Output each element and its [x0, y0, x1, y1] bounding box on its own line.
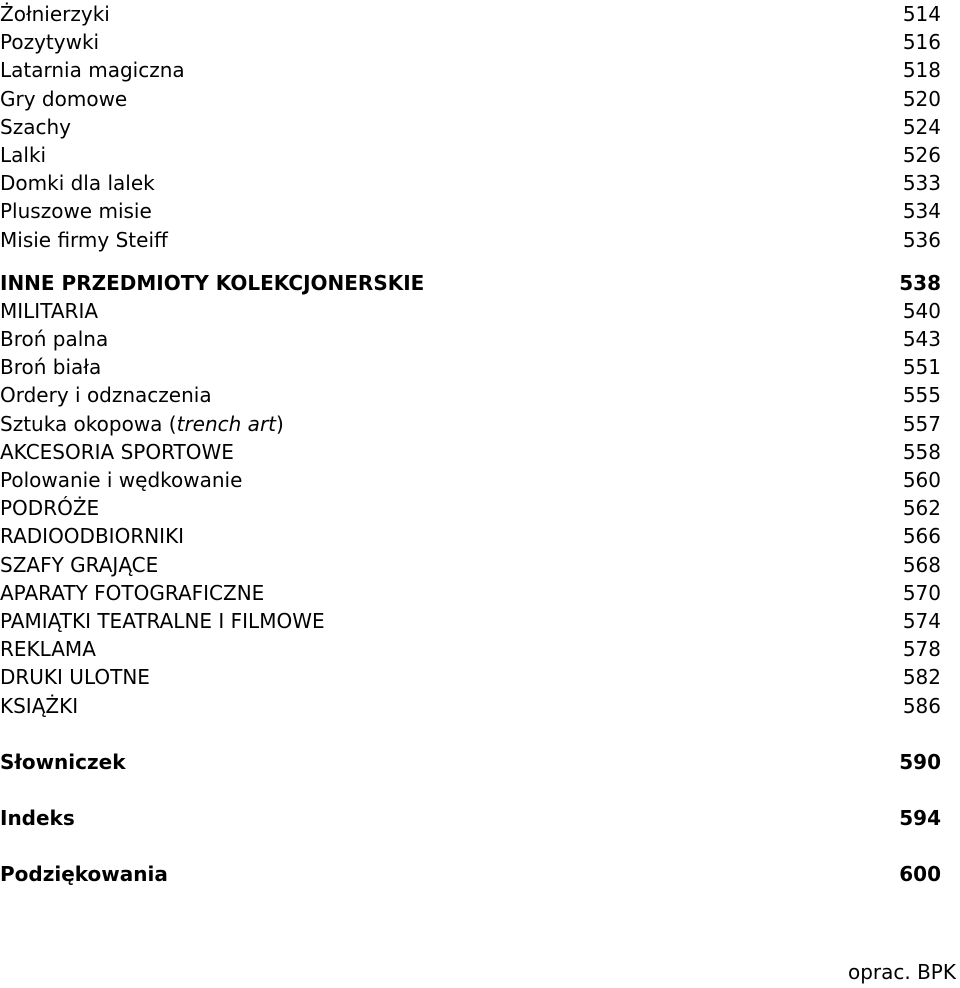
toc-entry-page: 524	[902, 114, 941, 139]
toc-entry-page: 560	[902, 468, 941, 492]
toc-entry-page: 558	[902, 439, 941, 464]
trench-prefix: Sztuka okopowa (	[0, 411, 177, 436]
toc-entry	[0, 692, 941, 720]
toc-entry-title: Lalki	[0, 142, 47, 167]
toc-entry-title: Pluszowe misie	[0, 199, 152, 224]
toc-entry-page: 568	[902, 552, 941, 577]
toc-entry	[0, 56, 941, 84]
toc-entry-page: 514	[902, 2, 941, 26]
toc-entry-title: REKLAMA	[0, 637, 96, 662]
toc-entry	[0, 522, 941, 550]
section-spacer	[0, 720, 941, 748]
toc-entry-page: 540	[902, 298, 941, 323]
toc-entry-title	[0, 410, 284, 438]
trench-suffix: )	[276, 411, 284, 436]
toc-entry-title: SZAFY GRAJĄCE	[0, 552, 159, 577]
toc-entry-title: KSIĄŻKI	[0, 693, 79, 718]
toc-entry	[0, 579, 941, 607]
toc-entry	[0, 85, 941, 113]
toc-entry-page: 536	[902, 227, 941, 252]
toc-entry-title: AKCESORIA SPORTOWE	[0, 439, 234, 464]
toc-entry	[0, 197, 941, 225]
trench-italic: trench art	[176, 411, 277, 436]
toc-entry-page: 582	[902, 665, 941, 690]
toc-entry-page: 557	[902, 411, 941, 436]
toc-entry	[0, 325, 941, 353]
toc-section-heading	[0, 748, 941, 776]
toc-section-heading	[0, 860, 941, 888]
toc-entry-title: Misie firmy Steiff	[0, 227, 168, 252]
toc-entry	[0, 607, 941, 635]
toc-entry-title: RADIOODBIORNIKI	[0, 524, 185, 549]
toc-entry-title: Szachy	[0, 114, 71, 139]
toc-entry	[0, 113, 941, 141]
toc-entry-title: Polowanie i wędkowanie	[0, 468, 243, 492]
toc-section-page: 600	[899, 862, 941, 887]
toc-entry	[0, 0, 941, 28]
toc-entry-title: Broń biała	[0, 355, 102, 380]
toc-entry-page: 520	[902, 86, 941, 111]
toc-section-title: Podziękowania	[0, 862, 168, 887]
toc-entry-page: 562	[902, 496, 941, 521]
toc-section-title: INNE PRZEDMIOTY KOLEKCJONERSKIE	[0, 270, 425, 295]
toc-entry-page: 566	[902, 524, 941, 549]
toc-entry-page: 543	[902, 327, 941, 352]
toc-entry-page: 551	[902, 355, 941, 380]
toc-entry-page: 570	[902, 580, 941, 605]
toc-entry-title: PAMIĄTKI TEATRALNE I FILMOWE	[0, 608, 325, 633]
toc-entry	[0, 353, 941, 381]
toc-entry-title: APARATY FOTOGRAFICZNE	[0, 580, 265, 605]
toc-entry-title: Pozytywki	[0, 30, 100, 55]
toc-entry	[0, 297, 941, 325]
toc-entry	[0, 635, 941, 663]
toc-entry-title: DRUKI ULOTNE	[0, 665, 150, 690]
toc-entry-title: MILITARIA	[0, 298, 99, 323]
toc-entry-title: Żołnierzyki	[0, 2, 110, 26]
toc-section-page: 538	[899, 270, 941, 295]
section-spacer	[0, 254, 941, 269]
toc-entry	[0, 141, 941, 169]
toc-section-page: 590	[899, 749, 941, 774]
toc-section-heading	[0, 269, 941, 297]
toc-entry-page: 516	[902, 30, 941, 55]
toc-entry	[0, 226, 941, 254]
toc-entry	[0, 663, 941, 691]
toc-entry-trench-art	[0, 410, 941, 438]
section-spacer	[0, 776, 941, 804]
toc-entry	[0, 466, 941, 494]
toc-entry	[0, 494, 941, 522]
toc-entry-title: Domki dla lalek	[0, 171, 155, 196]
toc-entry	[0, 28, 941, 56]
toc-entry	[0, 381, 941, 409]
toc-section-heading	[0, 804, 941, 832]
toc-entry-page: 555	[902, 383, 941, 408]
toc-entry-page: 586	[902, 693, 941, 718]
toc-entry	[0, 438, 941, 466]
toc-entry	[0, 169, 941, 197]
toc-section-title: Indeks	[0, 805, 75, 830]
section-spacer	[0, 832, 941, 860]
toc-section-page: 594	[899, 805, 941, 830]
toc-section-title: Słowniczek	[0, 749, 126, 774]
toc-entry-page: 533	[902, 171, 941, 196]
toc-entry-page: 534	[902, 199, 941, 224]
toc-entry-title: Gry domowe	[0, 86, 128, 111]
toc-entry-page: 518	[902, 58, 941, 83]
toc-entry-page: 578	[902, 637, 941, 662]
toc-entry-title: Latarnia magiczna	[0, 58, 185, 83]
toc-entry-page: 526	[902, 142, 941, 167]
toc-entry	[0, 551, 941, 579]
toc-entry-title: PODRÓŻE	[0, 496, 100, 521]
toc-entry-title: Ordery i odznaczenia	[0, 383, 212, 408]
toc-entry-page: 574	[902, 608, 941, 633]
footer-credit: oprac. BPK	[847, 960, 956, 984]
toc-entry-title: Broń palna	[0, 327, 109, 352]
